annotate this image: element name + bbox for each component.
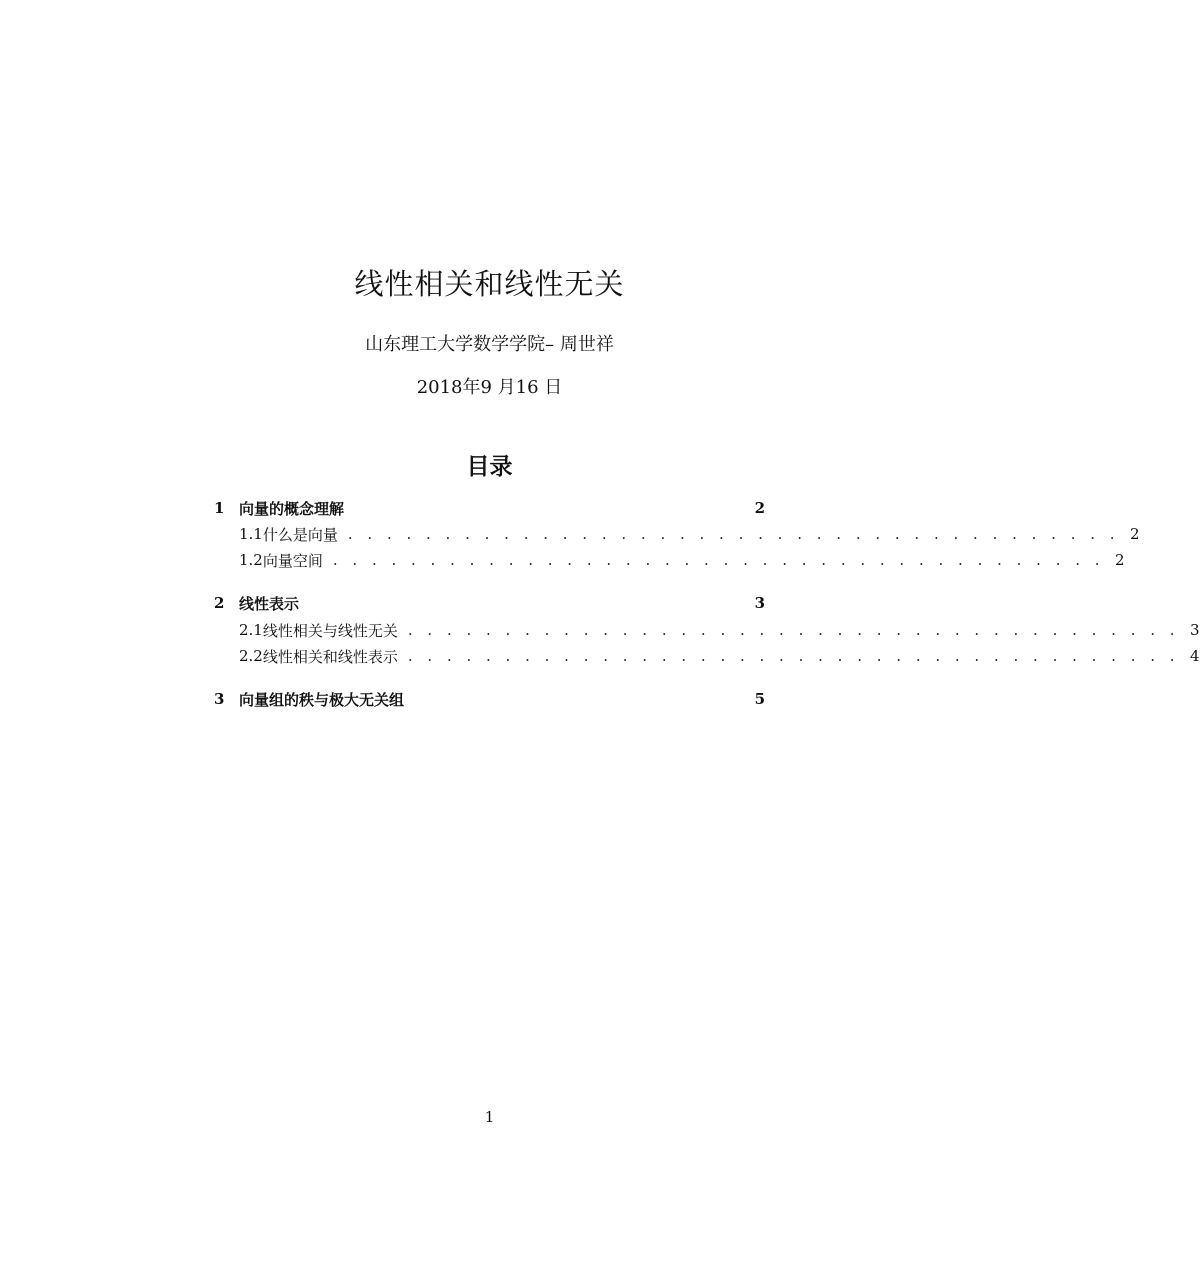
toc-section-1[interactable] [214, 496, 765, 520]
toc-section-page: 3 [754, 594, 765, 612]
toc-subsection-title: 向量空间 [262, 551, 323, 570]
toc-leader-dots: . . . . . . . . . . . . . . . . . . . . . . . . . . . . . . . . . . . . . . . . [407, 620, 1180, 639]
toc-subsection-2-1[interactable] [214, 618, 1200, 642]
document-title: 线性相关和线性无关 [354, 267, 625, 301]
toc-subsection-page: 2 [1130, 525, 1140, 543]
document-author: 山东理工大学数学学院– 周世祥 [365, 334, 614, 355]
toc-section-number: 3 [214, 690, 225, 708]
toc-subsection-number: 2.1 [239, 621, 263, 639]
toc-subsection-title: 线性相关与线性无关 [262, 621, 398, 640]
toc-section-3[interactable] [214, 687, 765, 711]
toc-subsection-1-2[interactable] [214, 548, 1125, 572]
toc-subsection-page: 3 [1190, 621, 1200, 639]
toc-subsection-number: 2.2 [239, 647, 263, 665]
toc-subsection-page: 2 [1115, 551, 1125, 569]
toc-subsection-1-1[interactable] [214, 522, 1140, 546]
toc-section-title: 向量组的秩与极大无关组 [239, 690, 405, 709]
toc-subsection-page: 4 [1190, 647, 1200, 665]
document-date: 2018年9 月16 日 [416, 377, 563, 398]
toc-heading: 目录 [466, 454, 513, 480]
toc-section-2[interactable] [214, 591, 765, 615]
toc-leader-dots: . . . . . . . . . . . . . . . . . . . . . . . . . . . . . . . . . . . . . . . . [332, 550, 1105, 569]
toc-subsection-number: 1.2 [239, 551, 263, 569]
toc-section-number: 1 [214, 499, 225, 517]
toc-leader-dots: . . . . . . . . . . . . . . . . . . . . . . . . . . . . . . . . . . . . . . . . [407, 646, 1180, 665]
toc-section-title: 向量的概念理解 [239, 499, 345, 518]
toc-section-number: 2 [214, 594, 225, 612]
toc-subsection-title: 线性相关和线性表示 [262, 647, 398, 666]
toc-subsection-number: 1.1 [239, 525, 263, 543]
toc-section-page: 2 [754, 499, 765, 517]
toc-subsection-2-2[interactable] [214, 644, 1200, 668]
page-number: 1 [484, 1108, 495, 1126]
toc-section-title: 线性表示 [239, 594, 300, 613]
toc-section-page: 5 [754, 690, 765, 708]
toc-subsection-title: 什么是向量 [262, 525, 338, 544]
toc-leader-dots: . . . . . . . . . . . . . . . . . . . . . . . . . . . . . . . . . . . . . . . . [347, 524, 1120, 543]
